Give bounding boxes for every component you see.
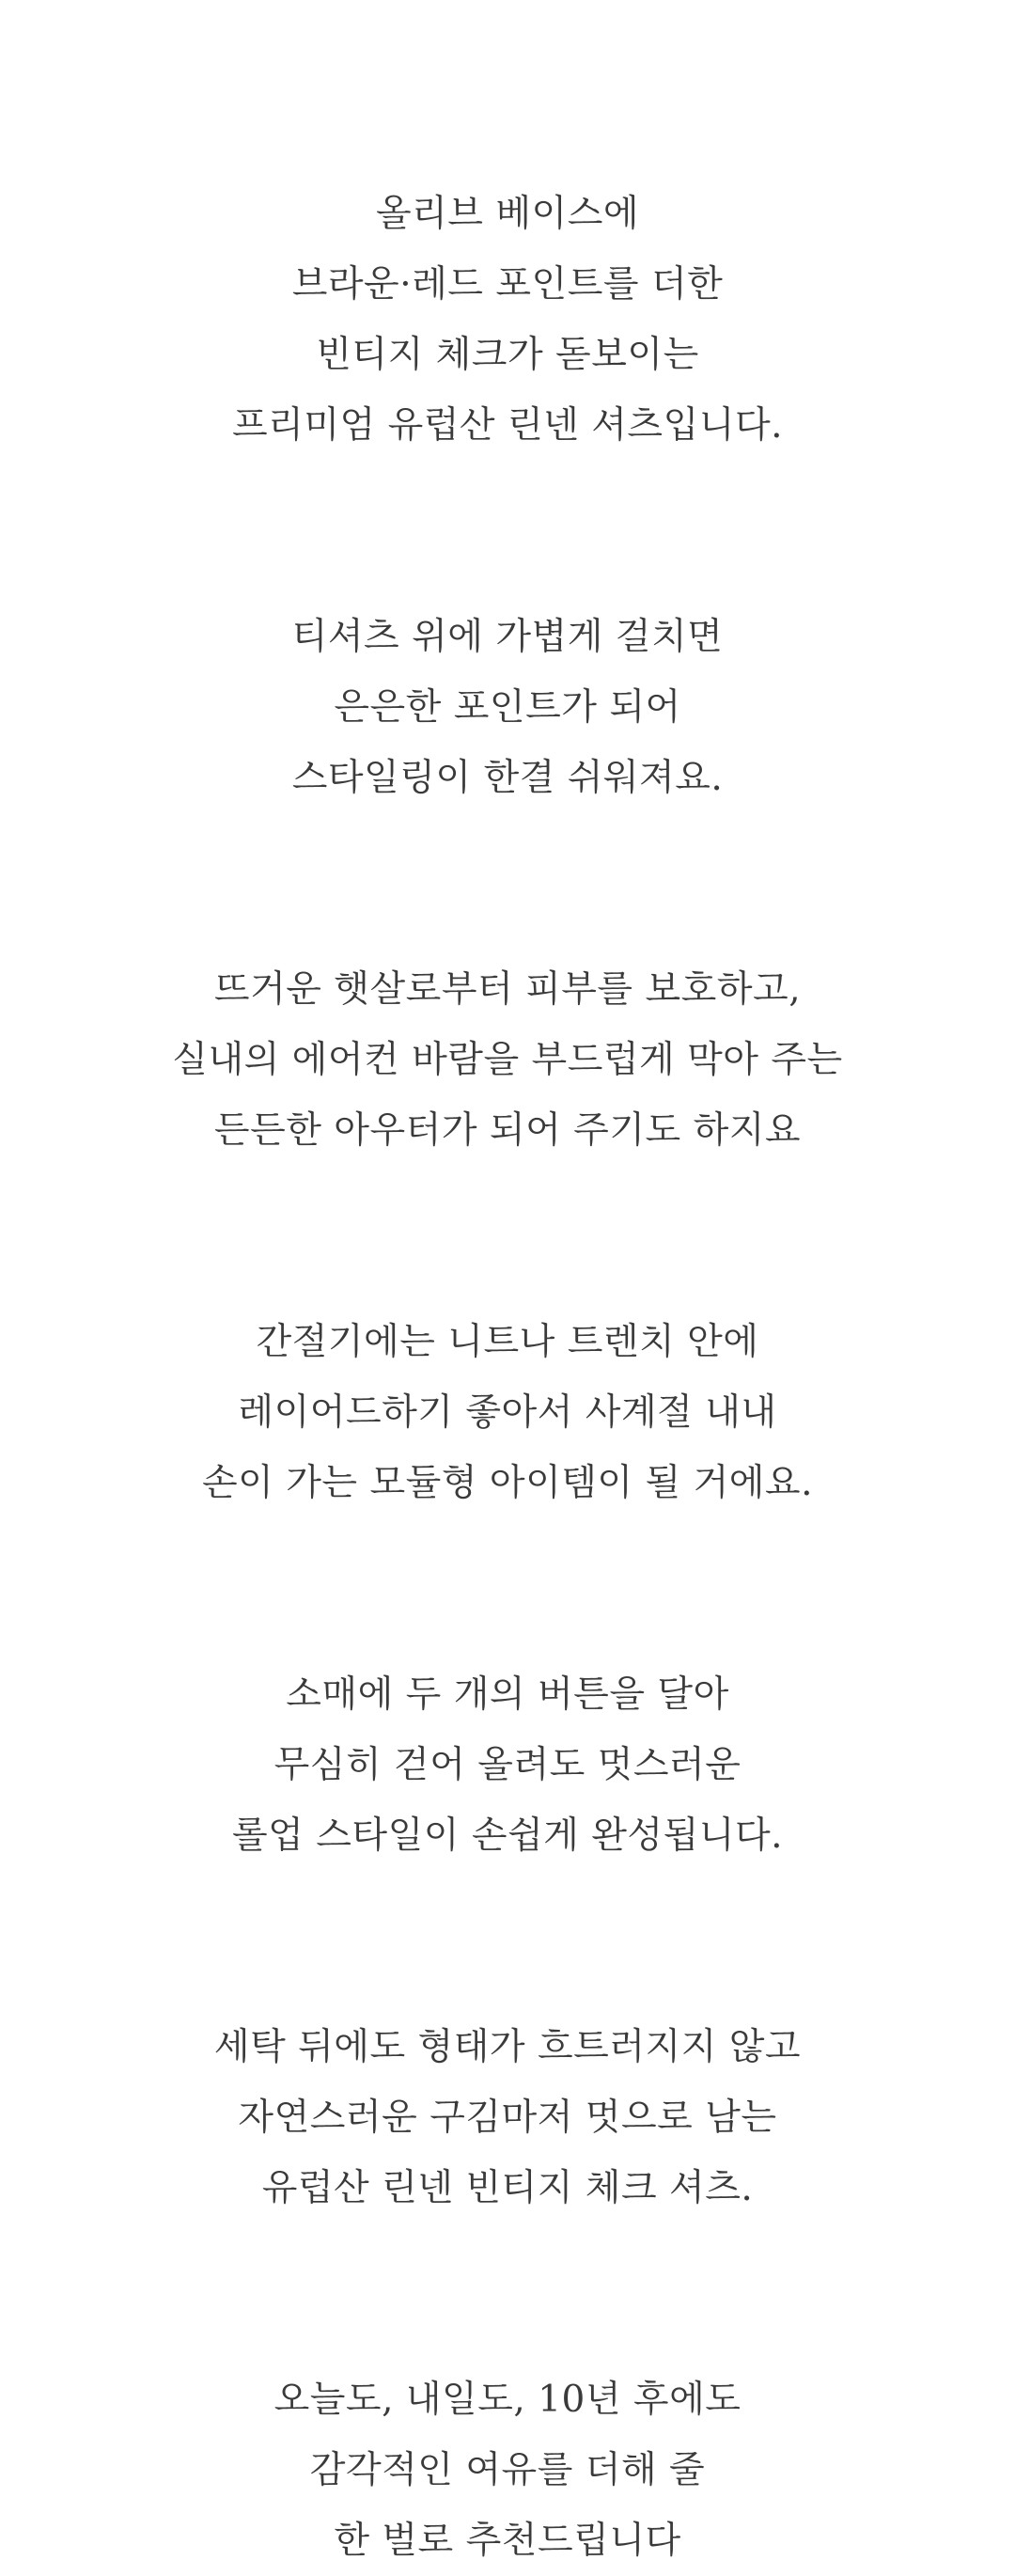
description-line: 자연스러운 구김마저 멋으로 남는 (238, 2097, 777, 2139)
description-line: 손이 가는 모듈형 아이템이 될 거에요. (202, 1462, 813, 1504)
description-line: 유럽산 린넨 빈티지 체크 셔츠. (261, 2167, 754, 2209)
description-line: 레이어드하기 좋아서 사계절 내내 (238, 1391, 777, 1434)
description-paragraph (0, 2012, 1015, 2223)
description-line: 오늘도, 내일도, 10년 후에도 (273, 2379, 742, 2421)
product-description (0, 179, 1015, 2576)
description-line: 은은한 포인트가 되어 (334, 686, 681, 729)
description-paragraph (0, 1307, 1015, 1518)
description-line: 올리브 베이스에 (375, 193, 640, 235)
description-line: 한 벌로 추천드립니다 (334, 2520, 681, 2562)
description-paragraph (0, 179, 1015, 461)
description-paragraph (0, 1659, 1015, 1871)
description-line: 간절기에는 니트나 트렌치 안에 (256, 1321, 759, 1363)
description-paragraph (0, 2364, 1015, 2576)
description-line: 프리미엄 유럽산 린넨 셔츠입니다. (231, 404, 784, 447)
description-line: 브라운·레드 포인트를 더한 (291, 263, 724, 306)
description-line: 스타일링이 한결 쉬워져요. (291, 757, 724, 799)
description-paragraph (0, 954, 1015, 1166)
description-line: 뜨거운 햇살로부터 피부를 보호하고, (213, 968, 802, 1011)
description-paragraph (0, 602, 1015, 813)
description-line: 롤업 스타일이 손쉽게 완성됩니다. (231, 1814, 784, 1857)
description-line: 소매에 두 개의 버튼을 달아 (286, 1673, 729, 1716)
description-line: 세탁 뒤에도 형태가 흐트러지지 않고 (213, 2026, 802, 2068)
description-line: 빈티지 체크가 돋보이는 (316, 334, 699, 376)
description-line: 티셔츠 위에 가볍게 걸치면 (291, 616, 724, 658)
description-line: 든든한 아우터가 되어 주기도 하지요 (213, 1109, 802, 1152)
description-line: 무심히 걷어 올려도 멋스러운 (273, 1744, 742, 1786)
description-line: 실내의 에어컨 바람을 부드럽게 막아 주는 (172, 1039, 843, 1081)
description-line: 감각적인 여유를 더해 줄 (309, 2449, 706, 2491)
